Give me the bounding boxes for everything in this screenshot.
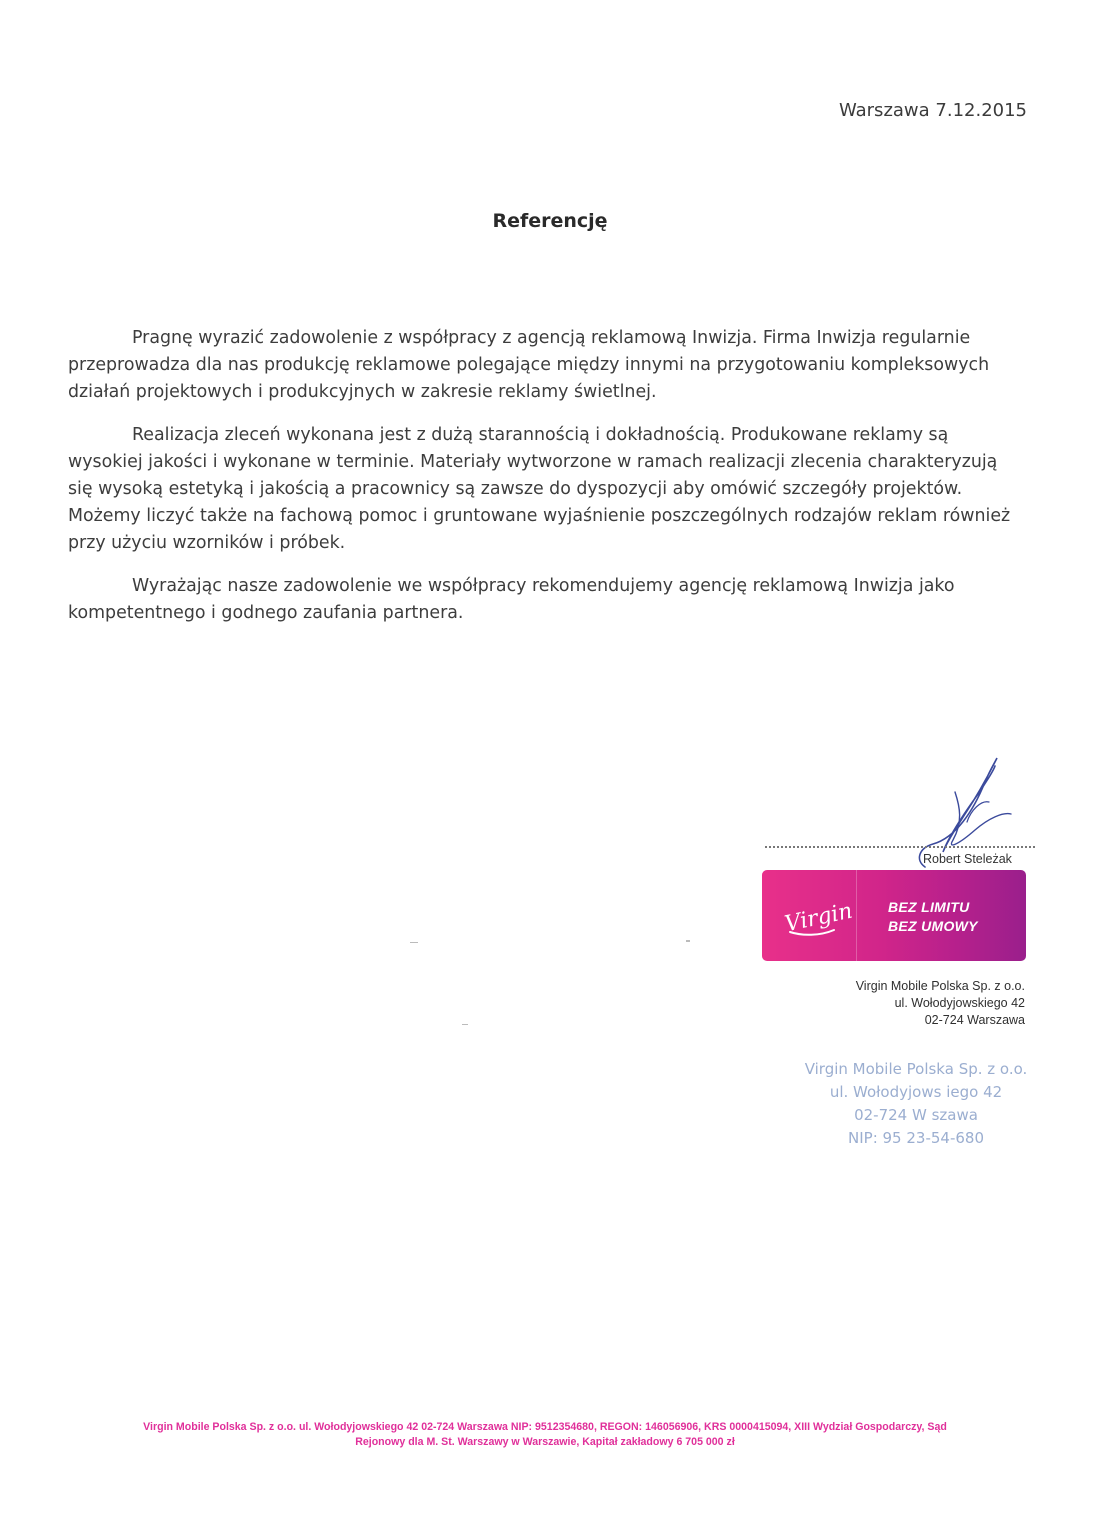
paragraph-2: Realizacja zleceń wykonana jest z dużą starannością i dokładnością. Produkowane reklamy są wysokiej jakości i wykonane w terminie. Materiały wytworzone w ramach realizacji zlecenia charakteryzują się wysoką estetyką i jakością a pracownicy są zawsze do dyspozycji aby omówić szczegóły projektów. — [68, 425, 998, 499]
banner-slogan — [888, 898, 978, 936]
address-line-3: 02-724 Warszawa — [924, 1013, 1025, 1027]
address-line-1: Virgin Mobile Polska Sp. z o.o. — [855, 979, 1025, 993]
svg-text:Virgin: Virgin — [782, 898, 855, 938]
letterhead-footer — [55, 1420, 1035, 1450]
scan-speck — [410, 942, 418, 943]
letter-title: Referencję — [492, 210, 608, 232]
footer-line-1: Virgin Mobile Polska Sp. z o.o. ul. Wołodyjowskiego 42 02-724 Warszawa NIP: 9512354680, REGON: 146056906, KRS 0000415094, XIII Wydział Gospodarczy, Sąd — [143, 1421, 947, 1433]
stamp-line-4: NIP: 95 23-54-680 — [848, 1129, 984, 1147]
stamp-line-2: ul. Wołodyjows iego 42 — [829, 1083, 1003, 1101]
scan-speck — [686, 940, 690, 942]
paragraph-3: Możemy liczyć także na fachową pomoc i gruntowane wyjaśnienie poszczególnych rodzajów reklam również przy użyciu wzorników i próbek. — [68, 506, 1011, 553]
company-stamp — [786, 1058, 1046, 1150]
virgin-banner — [762, 870, 1026, 961]
footer-line-2: Rejonowy dla M. St. Warszawy w Warszawie, Kapitał zakładowy 6 705 000 zł — [355, 1436, 735, 1448]
letter-date: Warszawa 7.12.2015 — [838, 100, 1027, 121]
paragraph-4: Wyrażając nasze zadowolenie we współpracy rekomendujemy agencję reklamową Inwizja jako kompetentnego i godnego zaufania partnera. — [68, 576, 955, 623]
stamp-line-1: Virgin Mobile Polska Sp. z o.o. — [804, 1060, 1028, 1078]
letter-body — [68, 325, 1013, 627]
virgin-logo — [780, 886, 855, 946]
address-line-2: ul. Wołodyjowskiego 42 — [894, 996, 1025, 1010]
signer-name: Robert Steleżak — [923, 852, 1012, 866]
slogan-line-2: BEZ UMOWY — [888, 918, 978, 934]
company-address — [856, 978, 1025, 1029]
slogan-line-1: BEZ LIMITU — [888, 899, 970, 915]
paragraph-1: Pragnę wyrazić zadowolenie z współpracy z agencją reklamową Inwizja. Firma Inwizja regularnie przeprowadza dla nas produkcję reklamowe polegające między innymi na przygotowaniu kompleksowych działań projektowych i produkcyjnych w zakresie reklamy świetlnej. — [68, 328, 990, 402]
scan-speck — [462, 1024, 468, 1025]
signature-line — [765, 846, 1035, 848]
stamp-line-3: 02-724 W szawa — [854, 1106, 978, 1124]
banner-divider — [856, 870, 857, 961]
